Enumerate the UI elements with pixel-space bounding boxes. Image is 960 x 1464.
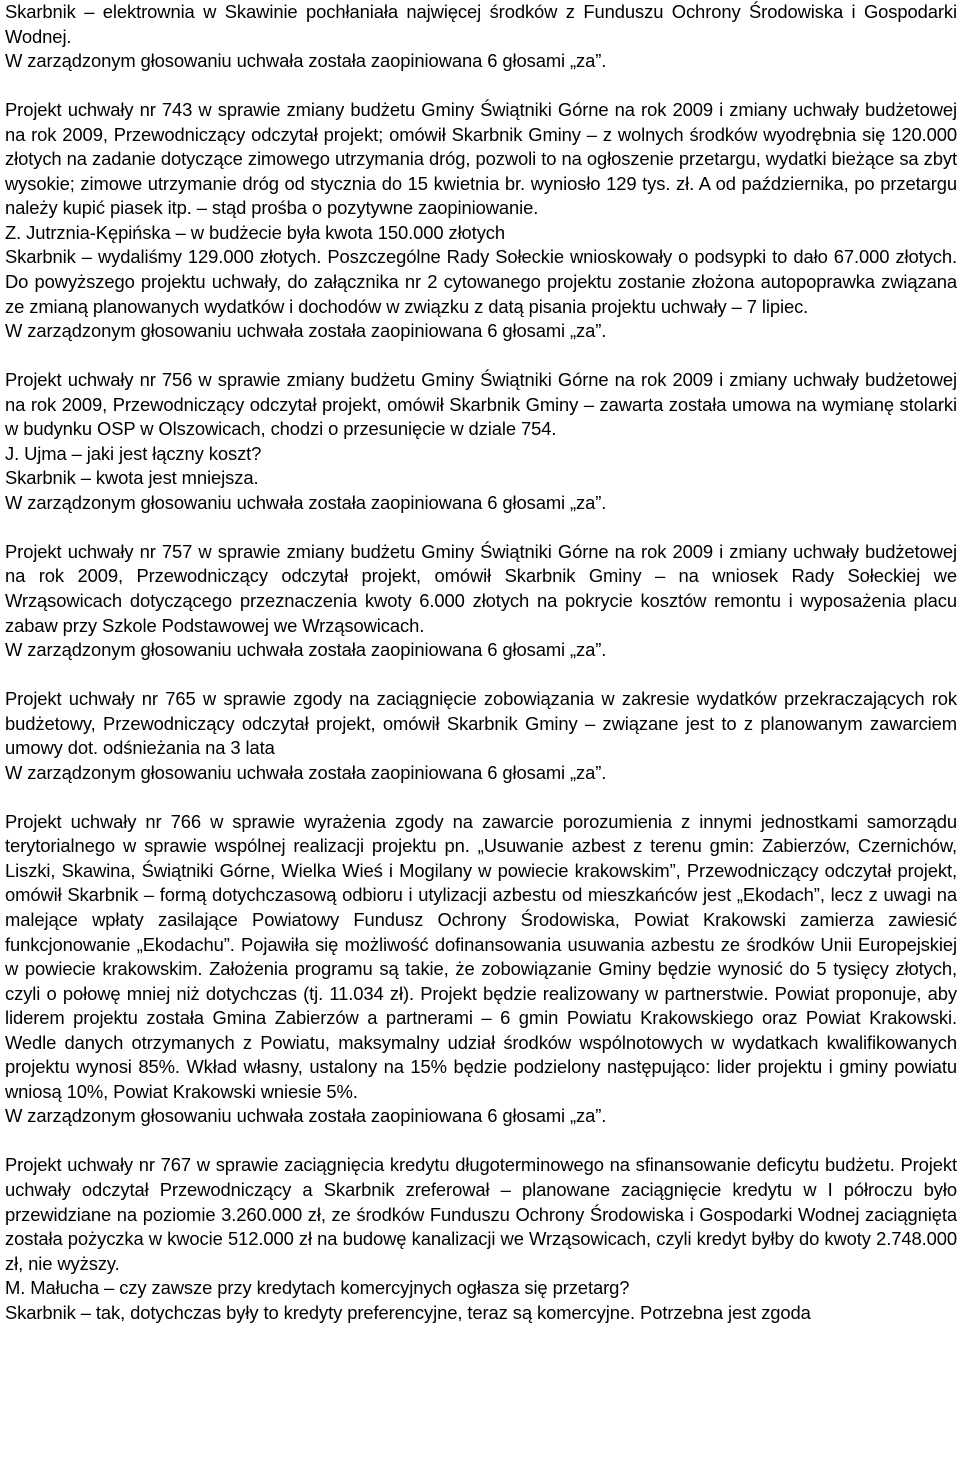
text-line: Skarbnik – tak, dotychczas były to kredyty preferencyjne, teraz są komercyjne. Potrzebna jest zgoda [5,1301,811,1323]
text-line: Skarbnik – kwota jest mniejsza. [5,467,259,489]
paragraph-block-1 [5,0,957,74]
text-line: Projekt uchwały nr 757 w sprawie zmiany budżetu Gminy Świątniki Górne na rok 2009 i zmiany uchwały budżetowej na rok 2009, Przewodniczący odczytał projekt, omówił Skarbnik Gminy – na wniosek Rady Sołeckiej we Wrząsowicach dotyczącego przeznaczenia kwoty 6.000 złotych na pokrycie kosztów remontu i wyposażenia placu zabaw przy Szkole Podstawowej we Wrząsowicach. [5,540,957,636]
paragraph-block-7 [5,1153,957,1325]
text-line: Projekt uchwały nr 756 w sprawie zmiany budżetu Gminy Świątniki Górne na rok 2009 i zmiany uchwały budżetowej na rok 2009, Przewodniczący odczytał projekt, omówił Skarbnik Gminy – zawarta została umowa na wymianę stolarki w budynku OSP w Olszowicach, chodzi o przesunięcie w dziale 754. [5,369,957,440]
vote-result-line: W zarządzonym głosowaniu uchwała została zaopiniowana 6 głosami „za”. [5,761,607,783]
paragraph-block-2 [5,98,957,343]
vote-result-line: W zarządzonym głosowaniu uchwała została zaopiniowana 6 głosami „za”. [5,320,607,342]
text-line: Skarbnik – elektrownia w Skawinie pochłaniała najwięcej środków z Funduszu Ochrony Środowiska i Gospodarki Wodnej. [5,1,957,47]
vote-result-line: W zarządzonym głosowaniu uchwała została zaopiniowana 6 głosami „za”. [5,491,607,513]
paragraph-spacer [5,74,957,99]
text-line: Skarbnik – wydaliśmy 129.000 złotych. Poszczególne Rady Sołeckie wnioskowały o podsypki to dało 67.000 złotych. Do powyższego projektu uchwały, do załącznika nr 2 cytowanego projektu zostanie złożona autopoprawka związana ze zmianą planowanych wydatków i dochodów w związku z datą pisania projektu uchwały – 7 lipiec. [5,246,957,317]
paragraph-spacer [5,1129,957,1154]
text-line: Z. Jutrznia-Kępińska – w budżecie była kwota 150.000 złotych [5,221,506,243]
text-line: J. Ujma – jaki jest łączny koszt? [5,442,262,464]
text-line: Projekt uchwały nr 765 w sprawie zgody na zaciągnięcie zobowiązania w zakresie wydatków przekraczających rok budżetowy, Przewodniczący odczytał projekt, omówił Skarbnik Gminy – związane jest to z planowanym zawarciem umowy dot. odśnieżania na 3 lata [5,688,957,759]
vote-result-line: W zarządzonym głosowaniu uchwała została zaopiniowana 6 głosami „za”. [5,50,607,72]
vote-result-line: W zarządzonym głosowaniu uchwała została zaopiniowana 6 głosami „za”. [5,639,607,661]
paragraph-block-5 [5,687,957,785]
vote-result-line: W zarządzonym głosowaniu uchwała została zaopiniowana 6 głosami „za”. [5,1105,607,1127]
paragraph-spacer [5,663,957,688]
paragraph-block-4 [5,540,957,663]
text-line: M. Małucha – czy zawsze przy kredytach komercyjnych ogłasza się przetarg? [5,1277,630,1299]
paragraph-spacer [5,515,957,540]
text-line: Projekt uchwały nr 767 w sprawie zaciągnięcia kredytu długoterminowego na sfinansowanie deficytu budżetu. Projekt uchwały odczytał Przewodniczący a Skarbnik zreferował – planowane zaciągnięcie kredytu w I półroczu było przewidziane na poziomie 3.260.000 zł, ze środków Funduszu Ochrony Środowiska i Gospodarki Wodnej zaciągnięta została pożyczka w kwocie 512.000 zł na budowę kanalizacji we Wrząsowicach, czyli kredyt byłby do kwoty 2.748.000 zł, nie wyższy. [5,1154,957,1274]
text-line: Projekt uchwały nr 743 w sprawie zmiany budżetu Gminy Świątniki Górne na rok 2009 i zmiany uchwały budżetowej na rok 2009, Przewodniczący odczytał projekt; omówił Skarbnik Gminy – z wolnych środków wyodrębnia się 120.000 złotych na zadanie dotyczące zimowego utrzymania dróg, pozwoli to na ogłoszenie przetargu, wydatki bieżące sa zbyt wysokie; zimowe utrzymanie dróg od stycznia do 15 kwietnia br. wyniosło 129 tys. zł. A od października, po przetargu należy kupić piasek itp. – stąd prośba o pozytywne zaopiniowanie. [5,99,957,219]
paragraph-spacer [5,785,957,810]
paragraph-block-6 [5,810,957,1129]
text-line: Projekt uchwały nr 766 w sprawie wyrażenia zgody na zawarcie porozumienia z innymi jednostkami samorządu terytorialnego w sprawie wspólnej realizacji projektu pn. „Usuwanie azbest z terenu gmin: Zabierzów, Czernichów, Liszki, Skawina, Świątniki Górne, Wielka Wieś i Mogilany w powiecie krakowskim”, Przewodniczący odczytał projekt, omówił Skarbnik – formą dotychczasową odbioru i utylizacji azbestu od mieszkańców jest „Ekodach”, lecz z uwagi na malejące wpłaty zasilające Powiatowy Fundusz Ochrony Środowiska, Powiat Krakowski zamierza zawiesić funkcjonowanie „Ekodachu”. Pojawiła się możliwość dofinansowania usuwania azbestu ze środków Unii Europejskiej w powiecie krakowskim. Założenia programu są takie, że zobowiązanie Gminy będzie wynosić do 5 tysięcy złotych, czyli o połowę mniej niż dotychczas (tj. 11.034 zł). Projekt będzie realizowany w partnerstwie. Powiat proponuje, aby liderem projektu została Gmina Zabierzów a partnerami – 6 gmin Powiatu Krakowskiego oraz Powiat Krakowski. Wedle danych otrzymanych z Powiatu, maksymalny udział środków wspólnotowych w wydatkach kwalifikowanych projektu wynosi 85%. Wkład własny, ustalony na 15% będzie podzielony następująco: lider projektu i gminy powiatu wniosą 10%, Powiat Krakowski wniesie 5%. [5,810,957,1102]
paragraph-spacer [5,344,957,369]
paragraph-block-3 [5,368,957,515]
